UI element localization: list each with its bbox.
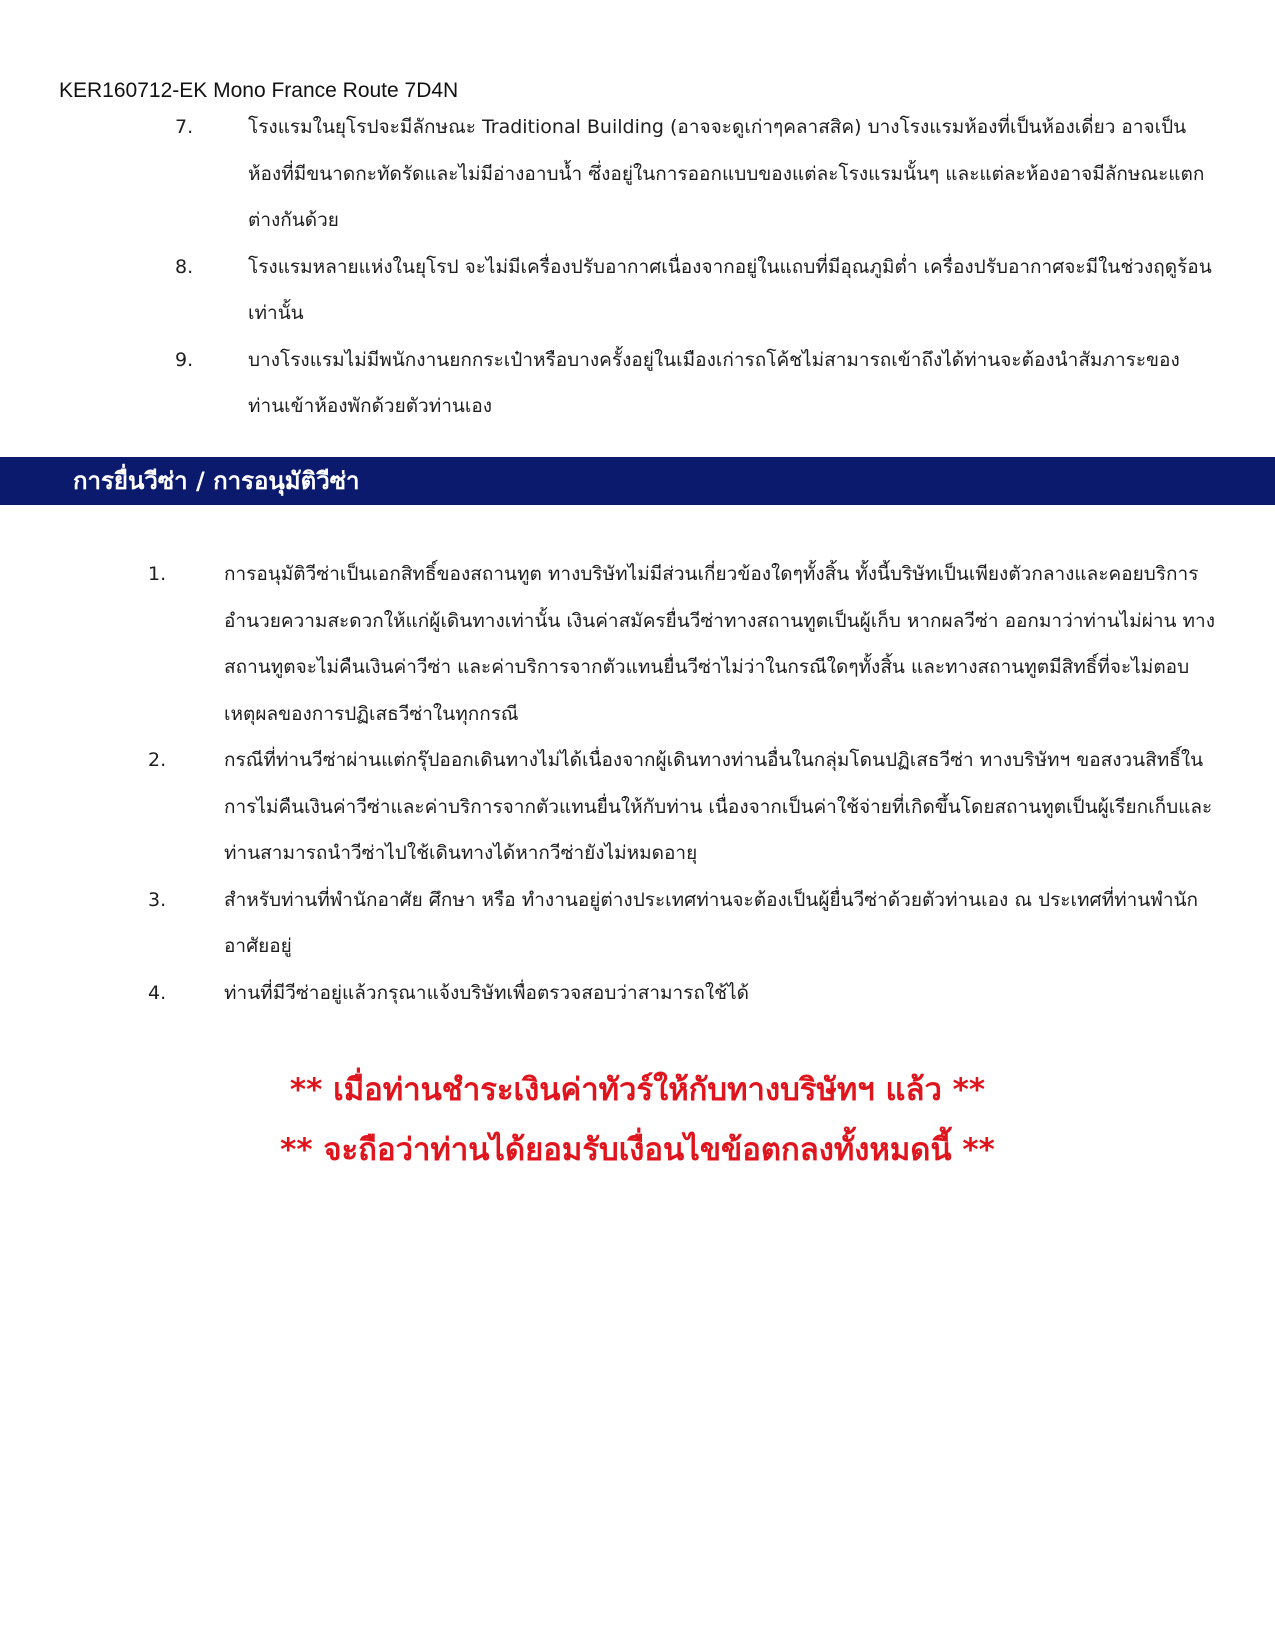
payment-acceptance-notice: [0, 1060, 1275, 1180]
list-item-number: 3.: [148, 888, 167, 911]
list-item-number: 1.: [148, 563, 167, 585]
list-item-text: โรงแรมในยุโรปจะมีลักษณะ Traditional Building (อาจจะดูเก่าๆคลาสสิค) บางโรงแรมห้องที่เป็นห้องเดี่ยว อาจเป็นห้องที่มีขนาดกะทัดรัดและไม่มีอ่างอาบน้ำ ซึ่งอยู่ในการออกแบบของแต่ละโรงแรมนั้นๆ และแต่ละห้องอาจมีลักษณะแตกต่างกันด้วย: [248, 116, 1205, 231]
visa-section-header: [0, 457, 1275, 505]
notice-line-1: ** เมื่อท่านชำระเงินค่าทัวร์ให้กับทางบริษัทฯ แล้ว **: [289, 1072, 986, 1108]
visa-conditions-list: [148, 551, 1215, 1016]
list-item-text: สำหรับท่านที่พำนักอาศัย ศึกษา หรือ ทำงานอยู่ต่างประเทศท่านจะต้องเป็นผู้ยื่นวีซ่าด้วยตัวท่านเอง ณ ประเทศที่ท่านพำนักอาศัยอยู่: [224, 888, 1198, 957]
list-item: [175, 337, 1215, 430]
list-item-number: 9.: [175, 348, 194, 371]
document-code: KER160712-EK Mono France Route 7D4N: [59, 79, 459, 102]
list-item-text: การอนุมัติวีซ่าเป็นเอกสิทธิ์ของสถานทูต ทางบริษัทไม่มีส่วนเกี่ยวข้องใดๆทั้งสิ้น ทั้งนี้บริษัทเป็นเพียงตัวกลางและคอยบริการอำนวยความสะดวกให้แก่ผู้เดินทางเท่านั้น เงินค่าสมัครยื่นวีซ่าทางสถานทูตเป็นผู้เก็บ หากผลวีซ่า ออกมาว่าท่านไม่ผ่าน ทางสถานทูตจะไม่คืนเงินค่าวีซ่า และค่าบริการจากตัวแทนยื่นวีซ่าไม่ว่าในกรณีใดๆทั้งสิ้น และทางสถานทูตมีสิทธิ์ที่จะไม่ตอบเหตุผลของการปฏิเสธวีซ่าในทุกกรณี: [224, 563, 1215, 725]
list-item: [175, 104, 1215, 244]
list-item-number: 4.: [148, 981, 167, 1004]
section-title: การยื่นวีซ่า / การอนุมัติวีซ่า: [73, 467, 360, 495]
hotel-notes-list: [175, 104, 1215, 430]
list-item: [148, 970, 1215, 1017]
list-item-text: กรณีที่ท่านวีซ่าผ่านแต่กรุ๊ปออกเดินทางไม่ได้เนื่องจากผู้เดินทางท่านอื่นในกลุ่มโดนปฏิเสธวีซ่า ทางบริษัทฯ ขอสงวนสิทธิ์ในการไม่คืนเงินค่าวีซ่าและค่าบริการจากตัวแทนยื่นให้กับท่าน เนื่องจากเป็นค่าใช้จ่ายที่เกิดขึ้นโดยสถานทูตเป็นผู้เรียกเก็บและท่านสามารถนำวีซ่าไปใช้เดินทางได้หากวีซ่ายังไม่หมดอายุ: [224, 749, 1213, 864]
list-item: [148, 737, 1215, 877]
list-item-text: ท่านที่มีวีซ่าอยู่แล้วกรุณาแจ้งบริษัทเพื่อตรวจสอบว่าสามารถใช้ได้: [224, 981, 749, 1004]
list-item-number: 8.: [175, 255, 194, 278]
notice-line-2: ** จะถือว่าท่านได้ยอมรับเงื่อนไขข้อตกลงทั้งหมดนี้ **: [280, 1132, 995, 1168]
list-item-number: 7.: [175, 116, 194, 138]
list-item: [175, 244, 1215, 337]
list-item-text: โรงแรมหลายแห่งในยุโรป จะไม่มีเครื่องปรับอากาศเนื่องจากอยู่ในแถบที่มีอุณภูมิต่ำ เครื่องปรับอากาศจะมีในช่วงฤดูร้อนเท่านั้น: [248, 255, 1212, 324]
list-item: [148, 551, 1215, 737]
list-item: [148, 877, 1215, 970]
list-item-number: 2.: [148, 749, 167, 771]
list-item-text: บางโรงแรมไม่มีพนักงานยกกระเป๋าหรือบางครั้งอยู่ในเมืองเก่ารถโค้ชไม่สามารถเข้าถึงได้ท่านจะต้องนำสัมภาระของท่านเข้าห้องพักด้วยตัวท่านเอง: [248, 348, 1180, 417]
